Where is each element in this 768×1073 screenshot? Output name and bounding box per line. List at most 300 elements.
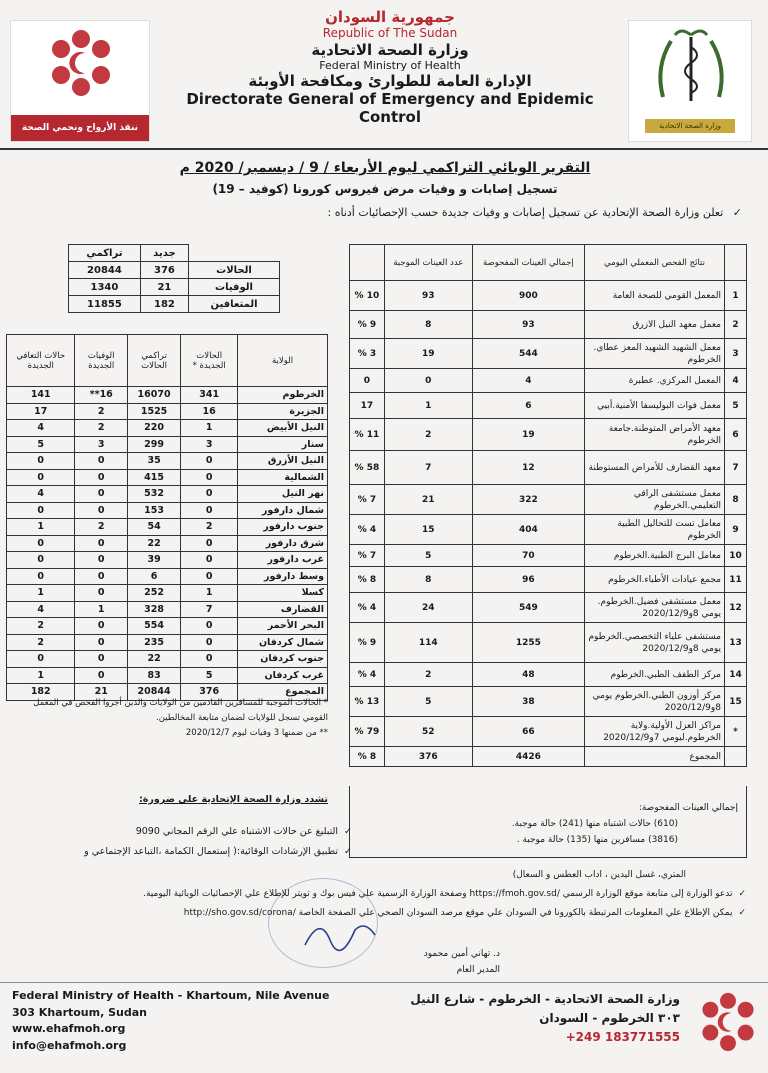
table-cell: معمل معهد النيل الازرق xyxy=(585,311,725,339)
table-cell: 8 xyxy=(725,485,747,515)
table-cell: 4 xyxy=(472,369,584,393)
ministry-emblem-right xyxy=(628,20,752,142)
table-row xyxy=(350,339,747,369)
table-row xyxy=(7,552,328,569)
table-cell: 3 xyxy=(181,436,238,453)
table-cell: 376 xyxy=(384,747,472,767)
table-cell: 20844 xyxy=(127,684,180,701)
table-cell: 9 % xyxy=(350,623,385,663)
table-cell: 404 xyxy=(472,515,584,545)
table-cell: جنوب دارفور xyxy=(238,519,328,536)
table-cell: 1255 xyxy=(472,623,584,663)
table-header xyxy=(189,245,280,262)
table-cell: 83 xyxy=(127,667,180,684)
directorate-en: Directorate General of Emergency and Epidemic Control xyxy=(186,90,594,126)
table-cell: النيل الأبيض xyxy=(238,420,328,437)
table-cell: 17 xyxy=(7,403,75,420)
announcement xyxy=(142,206,742,219)
table-cell: 58 % xyxy=(350,451,385,485)
bottom-notes xyxy=(46,866,746,923)
table-cell: 0 xyxy=(7,535,75,552)
table-cell: معمل الشهيد الشهيد المعز عطاي. الخرطوم xyxy=(585,339,725,369)
table-cell: 1 xyxy=(181,585,238,602)
table-row xyxy=(7,651,328,668)
checkmark-icon: ✓ xyxy=(732,206,742,219)
table-row xyxy=(7,601,328,618)
table-cell: 0 xyxy=(7,651,75,668)
table-row xyxy=(350,515,747,545)
table-cell: 8 % xyxy=(350,567,385,593)
table-header xyxy=(350,245,385,281)
note-text: تدعو الوزارة إلى متابعة موقع الوزارة الرسمي /https://fmoh.gov.sd وصفحة الوزارة الرسمية علي فيس بوك و تويتر للإطلاع علي الإحصائيات الوبائية اليومية. xyxy=(143,889,733,899)
table-cell: 0 xyxy=(75,535,127,552)
flower-logo-icon xyxy=(47,29,115,97)
table-cell: * xyxy=(725,717,747,747)
table-cell: 66 xyxy=(472,717,584,747)
table-cell: 4 % xyxy=(350,663,385,687)
table-cell: 2 xyxy=(75,519,127,536)
table-cell: 4 xyxy=(7,420,75,437)
list-item-text: التبليغ عن حالات الاشتباه علي الرقم المجاني 9090 xyxy=(135,826,339,837)
table-cell: 153 xyxy=(127,502,180,519)
table-cell: 1 xyxy=(181,420,238,437)
table-cell: 235 xyxy=(127,634,180,651)
table-cell: 0 xyxy=(7,568,75,585)
table-cell: معهد القضارف للأمراض المستوطنة xyxy=(585,451,725,485)
table-cell: 376 xyxy=(181,684,238,701)
table-row xyxy=(350,593,747,623)
table-cell: 554 xyxy=(127,618,180,635)
table-cell: 7 xyxy=(181,601,238,618)
table-cell: الخرطوم xyxy=(238,387,328,404)
table-row xyxy=(69,262,280,279)
table-cell: 114 xyxy=(384,623,472,663)
table-header: الولاية xyxy=(238,335,328,387)
table-cell: وسط دارفور xyxy=(238,568,328,585)
table-row xyxy=(7,502,328,519)
table-cell: 2 xyxy=(7,618,75,635)
table-cell: 182 xyxy=(140,296,188,313)
table-row xyxy=(7,585,328,602)
table-cell: 35 xyxy=(127,453,180,470)
labs-notes xyxy=(378,800,738,848)
table-row xyxy=(7,436,328,453)
table-cell: 0 xyxy=(75,634,127,651)
table-cell: 328 xyxy=(127,601,180,618)
table-cell: 0 xyxy=(384,369,472,393)
table-cell: 19 xyxy=(472,419,584,451)
recommendations-list xyxy=(12,822,352,862)
table-cell: 0 xyxy=(181,634,238,651)
table-cell: 9 xyxy=(725,515,747,545)
table-row xyxy=(7,535,328,552)
table-cell: 252 xyxy=(127,585,180,602)
table-cell: 70 xyxy=(472,545,584,567)
table-cell: 8 % xyxy=(350,747,385,767)
states-note-1: * الحالات الموجبة للمسافرين القادمين من الولايات والذين أجروا الفحص في المعمل القومي تسجل للولايات لضمان متابعة المخالطين. xyxy=(33,698,328,723)
table-cell: المجموع xyxy=(585,747,725,767)
table-cell: 220 xyxy=(127,420,180,437)
table-cell: 21 xyxy=(75,684,127,701)
table-cell: 0 xyxy=(181,568,238,585)
table-cell: 11 xyxy=(725,567,747,593)
table-cell: 3 xyxy=(75,436,127,453)
list-item-text: تطبيق الإرشادات الوقائية:( إستعمال الكمامة ،التباعد الإجتماعي و xyxy=(84,846,339,857)
table-cell: 4 xyxy=(725,369,747,393)
directorate-ar: الإدارة العامة للطوارئ ومكافحة الأوبئة xyxy=(248,72,532,90)
table-cell: 7 xyxy=(384,451,472,485)
table-cell: 52 xyxy=(384,717,472,747)
table-cell: 141 xyxy=(7,387,75,404)
summary-table xyxy=(68,244,280,313)
table-header: نتائج الفحص المعملي اليومي xyxy=(585,245,725,281)
table-row xyxy=(350,567,747,593)
table-row xyxy=(7,387,328,404)
table-cell: 4 % xyxy=(350,515,385,545)
list-item xyxy=(12,822,352,842)
table-cell: 0 xyxy=(75,469,127,486)
checkmark-icon: ✓ xyxy=(344,846,352,857)
table-row xyxy=(7,453,328,470)
caduceus-emblem-icon xyxy=(651,27,731,111)
table-cell: 4 % xyxy=(350,593,385,623)
table-cell: 0 xyxy=(181,552,238,569)
table-cell: 1 xyxy=(7,667,75,684)
table-cell: 10 xyxy=(725,545,747,567)
table-cell: 54 xyxy=(127,519,180,536)
states-table xyxy=(6,334,328,701)
table-cell: 5 xyxy=(384,687,472,717)
table-row xyxy=(350,245,747,281)
table-cell: 322 xyxy=(472,485,584,515)
ministry-logo-left xyxy=(10,20,150,142)
table-row xyxy=(7,335,328,387)
table-row xyxy=(350,687,747,717)
table-cell: 12 xyxy=(725,593,747,623)
states-note-2: ** من ضمنها 3 وفيات ليوم 2020/12/7 xyxy=(185,728,328,738)
table-row xyxy=(350,623,747,663)
footer-phone: +249 183771555 xyxy=(565,1030,680,1044)
table-cell: 0 xyxy=(75,651,127,668)
table-cell: 2 xyxy=(7,634,75,651)
table-row xyxy=(7,618,328,635)
table-cell: 900 xyxy=(472,281,584,311)
table-cell: 376 xyxy=(140,262,188,279)
table-header: تراكمي xyxy=(69,245,141,262)
table-cell: 2 xyxy=(75,403,127,420)
table-row xyxy=(7,469,328,486)
table-cell: 5 xyxy=(181,667,238,684)
table-cell: 6 xyxy=(127,568,180,585)
table-cell: 39 xyxy=(127,552,180,569)
table-cell: 0 xyxy=(181,469,238,486)
table-cell: الوفيات xyxy=(189,279,280,296)
table-cell: مركز أوزون الطبي.الخرطوم يومي 8و2020/12/9 xyxy=(585,687,725,717)
table-cell: 9 % xyxy=(350,311,385,339)
table-cell: غرب كردفان xyxy=(238,667,328,684)
table-cell: 79 % xyxy=(350,717,385,747)
labs-table xyxy=(349,244,747,767)
table-cell: 2 xyxy=(181,519,238,536)
table-cell: 299 xyxy=(127,436,180,453)
table-row xyxy=(69,296,280,313)
table-cell: غرب دارفور xyxy=(238,552,328,569)
table-cell: معمل مستشفى الراقي التعليمي.الخرطوم xyxy=(585,485,725,515)
table-cell: 0 xyxy=(7,469,75,486)
table-cell: 5 xyxy=(7,436,75,453)
footer-ar-line: ٣٠٣ الخرطوم - السودان xyxy=(539,1011,680,1025)
footer-ar-line: وزارة الصحة الاتحادية - الخرطوم - شارع النيل xyxy=(410,992,680,1006)
table-cell: 19 xyxy=(384,339,472,369)
letterhead xyxy=(160,8,620,126)
table-row xyxy=(350,451,747,485)
table-total-row xyxy=(350,747,747,767)
table-cell: شرق دارفور xyxy=(238,535,328,552)
table-row xyxy=(7,568,328,585)
table-header: إجمالي العينات المفحوصة xyxy=(472,245,584,281)
signature-block xyxy=(300,946,500,978)
table-cell: القضارف xyxy=(238,601,328,618)
table-header: الحالات الجديدة * xyxy=(181,335,238,387)
table-cell: 24 xyxy=(384,593,472,623)
checkmark-icon: ✓ xyxy=(738,908,746,918)
table-cell: 0 xyxy=(75,552,127,569)
table-header: جديد xyxy=(140,245,188,262)
table-row xyxy=(350,419,747,451)
labs-note-1: (610) حالات اشتباه منها (241) حالة موجبة. xyxy=(511,819,678,829)
table-cell: 16 xyxy=(181,403,238,420)
table-row xyxy=(7,634,328,651)
table-cell: 93 xyxy=(384,281,472,311)
footer-website-link[interactable]: www.ehafmoh.org xyxy=(12,1022,126,1035)
table-cell: المعمل المركزي. عطبرة xyxy=(585,369,725,393)
table-row xyxy=(350,393,747,419)
signatory-title: المدير العام xyxy=(456,965,500,975)
table-header: تراكمي الحالات xyxy=(127,335,180,387)
table-cell: 0 xyxy=(75,667,127,684)
table-cell: 7 % xyxy=(350,485,385,515)
ministry-ar: وزارة الصحة الاتحادية xyxy=(311,41,469,59)
table-cell: 1 xyxy=(384,393,472,419)
table-cell: المتعافين xyxy=(189,296,280,313)
table-cell: 11 % xyxy=(350,419,385,451)
table-cell: 7 % xyxy=(350,545,385,567)
table-cell: 38 xyxy=(472,687,584,717)
table-cell: مستشفى علياء التخصصي.الخرطوم يومي 8و2020/12/9 xyxy=(585,623,725,663)
states-notes xyxy=(10,696,328,741)
table-cell: 16** xyxy=(75,387,127,404)
table-cell: 415 xyxy=(127,469,180,486)
table-cell: الجزيرة xyxy=(238,403,328,420)
table-cell: 1 xyxy=(725,281,747,311)
table-cell: 1 xyxy=(75,601,127,618)
announcement-text: تعلن وزارة الصحة الإتحادية عن تسجيل إصابات و وفيات جديدة حسب الإحصائيات أدناه : xyxy=(327,206,724,219)
table-cell: 0 xyxy=(181,535,238,552)
labs-note-label: إجمالي العينات المفحوصة: xyxy=(638,803,738,813)
table-cell: كسلا xyxy=(238,585,328,602)
header-divider xyxy=(0,148,768,150)
table-cell: 12 xyxy=(472,451,584,485)
table-cell: 0 xyxy=(7,502,75,519)
table-cell: 93 xyxy=(472,311,584,339)
table-cell: 0 xyxy=(75,568,127,585)
table-row xyxy=(350,485,747,515)
table-cell: 8 xyxy=(384,567,472,593)
table-cell: مجمع عيادات الأطباء.الخرطوم xyxy=(585,567,725,593)
table-cell: 0 xyxy=(75,502,127,519)
table-cell: 14 xyxy=(725,663,747,687)
table-cell: 2 xyxy=(725,311,747,339)
table-cell: 15 xyxy=(725,687,747,717)
table-cell: 13 % xyxy=(350,687,385,717)
table-cell: 10 % xyxy=(350,281,385,311)
note-line xyxy=(46,904,746,923)
table-row xyxy=(7,667,328,684)
table-cell: 544 xyxy=(472,339,584,369)
signatory-name: د. تهاني أمين محمود xyxy=(423,949,500,959)
note-line: المتري، غسل اليدين ، اداب العطس و السعال) xyxy=(512,870,686,880)
republic-en: Republic of The Sudan xyxy=(322,26,458,40)
table-row xyxy=(69,245,280,262)
table-cell: 21 xyxy=(140,279,188,296)
table-cell: 22 xyxy=(127,651,180,668)
table-row xyxy=(350,717,747,747)
table-cell: نهر النيل xyxy=(238,486,328,503)
table-header: الوفيات الجديدة xyxy=(75,335,127,387)
table-row xyxy=(7,420,328,437)
table-cell: 4426 xyxy=(472,747,584,767)
table-cell: 48 xyxy=(472,663,584,687)
table-cell: 532 xyxy=(127,486,180,503)
table-cell: المجموع xyxy=(238,684,328,701)
table-cell: 182 xyxy=(7,684,75,701)
table-cell: الحالات xyxy=(189,262,280,279)
table-cell: 3 xyxy=(725,339,747,369)
footer-email-link[interactable]: info@ehafmoh.org xyxy=(12,1038,127,1052)
table-cell: 8 xyxy=(384,311,472,339)
table-header: عدد العينات الموجبة xyxy=(384,245,472,281)
footer-flower-logo-icon xyxy=(698,992,758,1052)
table-cell: معامل تست للتحاليل الطبية الخرطوم xyxy=(585,515,725,545)
table-cell: 7 xyxy=(725,451,747,485)
table-cell: معهد الأمراض المتوطنة.جامعة الخرطوم xyxy=(585,419,725,451)
table-cell: 0 xyxy=(75,618,127,635)
recommendations-heading: تشدد وزارة الصحة الإتحادية علي ضرورة: xyxy=(139,794,328,805)
table-cell: مركز الطفف الطبي.الخرطوم xyxy=(585,663,725,687)
emblem-ribbon: وزارة الصحة الاتحادية xyxy=(645,119,735,133)
table-cell: 2 xyxy=(384,663,472,687)
table-cell: 6 xyxy=(725,419,747,451)
report-subtitle: تسجيل إصابات و وفيات مرض فيروس كورونا (كوفيد – 19) xyxy=(212,182,558,196)
table-cell: 549 xyxy=(472,593,584,623)
table-cell: 0 xyxy=(75,453,127,470)
checkmark-icon: ✓ xyxy=(738,889,746,899)
table-cell: سنار xyxy=(238,436,328,453)
table-cell: شمال كردفان xyxy=(238,634,328,651)
logo-slogan: ننقذ الأرواح ونحمي الصحة xyxy=(11,115,149,141)
table-row xyxy=(350,369,747,393)
table-cell: 0 xyxy=(181,651,238,668)
table-cell: 16070 xyxy=(127,387,180,404)
table-cell: 5 xyxy=(384,545,472,567)
table-cell: معمل مستشفى فضيل.الخرطوم. يومي 8و2020/12/9 xyxy=(585,593,725,623)
note-text: يمكن الإطلاع علي المعلومات المرتبطة بالكورونا في السودان علي موقع مرصد السودان الصحي علي الصفحة الخاصة /http://sho.gov.sd/corona xyxy=(183,908,733,918)
footer-address-en xyxy=(12,988,342,1054)
table-cell: 5 xyxy=(725,393,747,419)
table-cell: المعمل القومي للصحة العامة xyxy=(585,281,725,311)
table-cell: 0 xyxy=(75,486,127,503)
table-row xyxy=(350,281,747,311)
checkmark-icon: ✓ xyxy=(344,826,352,837)
table-cell: 0 xyxy=(350,369,385,393)
footer-address-ar xyxy=(380,990,680,1028)
table-cell: 4 xyxy=(7,486,75,503)
table-cell: 20844 xyxy=(69,262,141,279)
table-cell: 21 xyxy=(384,485,472,515)
report-title: التقرير الوبائي التراكمي ليوم الأربعاء / 9 / ديسمبر/ 2020 م xyxy=(179,160,591,176)
table-cell: 0 xyxy=(181,618,238,635)
table-cell: 0 xyxy=(7,552,75,569)
republic-ar: جمهورية السودان xyxy=(325,8,455,26)
table-cell: 3 % xyxy=(350,339,385,369)
table-row xyxy=(350,311,747,339)
table-row xyxy=(350,663,747,687)
table-cell: 2 xyxy=(384,419,472,451)
table-header xyxy=(725,245,747,281)
table-cell: 6 xyxy=(472,393,584,419)
table-cell: النيل الأزرق xyxy=(238,453,328,470)
table-cell: 1 xyxy=(7,585,75,602)
table-cell xyxy=(725,747,747,767)
table-cell: مراكز العزل الأولية.ولاية الخرطوم.ليومي 7و2020/12/9 xyxy=(585,717,725,747)
table-cell: 0 xyxy=(181,502,238,519)
note-line xyxy=(46,885,746,904)
table-cell: 0 xyxy=(181,486,238,503)
table-row xyxy=(350,545,747,567)
table-cell: 0 xyxy=(181,453,238,470)
list-item xyxy=(12,842,352,862)
table-cell: جنوب كردفان xyxy=(238,651,328,668)
table-row xyxy=(7,519,328,536)
footer-divider xyxy=(0,982,768,983)
table-cell: معمل فوات البوليسفا الأمنية.أبيي xyxy=(585,393,725,419)
labs-note-2: (3816) مسافرين منها (135) حالة موجبة . xyxy=(516,835,678,845)
table-cell: 0 xyxy=(75,585,127,602)
table-cell: 15 xyxy=(384,515,472,545)
footer-en-line: 303 Khartoum, Sudan xyxy=(12,1005,147,1019)
table-cell: 22 xyxy=(127,535,180,552)
table-cell: معامل البرج الطبية.الخرطوم xyxy=(585,545,725,567)
ministry-en: Federal Ministry of Health xyxy=(319,59,461,72)
table-cell: 11855 xyxy=(69,296,141,313)
table-cell: 4 xyxy=(7,601,75,618)
table-row xyxy=(7,403,328,420)
table-cell: 1525 xyxy=(127,403,180,420)
footer-en-line: Federal Ministry of Health - Khartoum, Nile Avenue xyxy=(12,989,330,1002)
table-cell: 1340 xyxy=(69,279,141,296)
table-row xyxy=(69,279,280,296)
table-cell: 96 xyxy=(472,567,584,593)
table-cell: الشمالية xyxy=(238,469,328,486)
table-row xyxy=(7,486,328,503)
table-cell: 341 xyxy=(181,387,238,404)
table-cell: البحر الأحمر xyxy=(238,618,328,635)
table-cell: 0 xyxy=(7,453,75,470)
table-cell: 1 xyxy=(7,519,75,536)
table-cell: شمال دارفور xyxy=(238,502,328,519)
table-cell: 2 xyxy=(75,420,127,437)
table-cell: 17 xyxy=(350,393,385,419)
